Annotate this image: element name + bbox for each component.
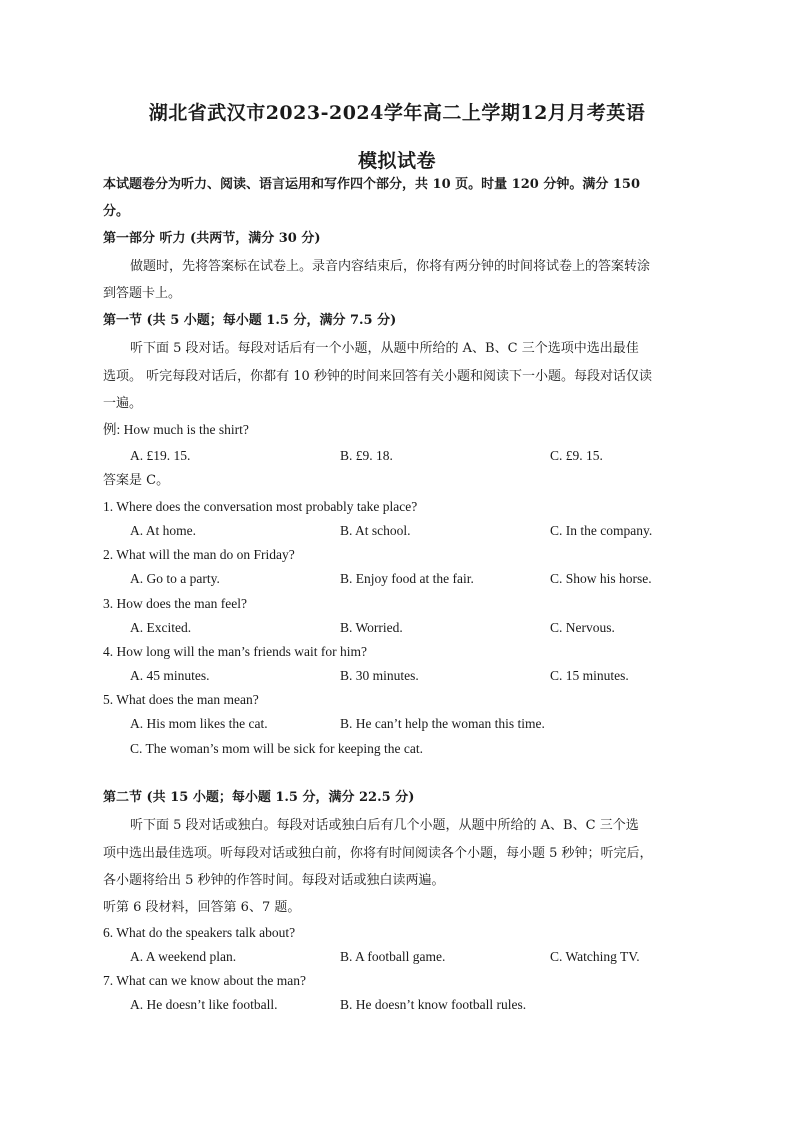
question-2-option-c: C. Show his horse. [550,571,652,586]
example-option-a: A. £19. 15. [130,448,191,463]
example-answer: 答案是 C。 [103,473,170,488]
section2-instruction-3: 各小题将给出 5 秒钟的作答时间。每段对话或独白读两遍。 [103,873,445,888]
question-7-option-b: B. He doesn’t know football rules. [340,997,527,1012]
question-6-option-c: C. Watching TV. [550,949,640,964]
question-1-option-c: C. In the company. [550,523,653,538]
question-7-option-a: A. He doesn’t like football. [130,997,278,1012]
material-6-note: 听第 6 段材料，回答第 6、7 题。 [103,900,301,915]
page-title: 湖北省武汉市2023-2024学年高二上学期12月月考英语 [148,102,646,124]
section1-instruction-3: 一遍。 [103,396,143,411]
question-1: 1. Where does the conversation most probably take place? [103,499,418,514]
part1-instruction-2: 到答题卡上。 [103,286,182,301]
intro-line-2: 分。 [103,204,130,219]
question-1-option-a: A. At home. [130,523,196,538]
section1-instruction-1: 听下面 5 段对话。每段对话后有一个小题，从题中所给的 A、B、C 三个选项中选出最佳 [130,341,639,356]
example-option-b: B. £9. 18. [340,448,393,463]
question-3: 3. How does the man feel? [103,596,247,611]
question-5: 5. What does the man mean? [103,692,259,707]
question-4: 4. How long will the man’s friends wait for him? [103,644,367,659]
question-3-option-c: C. Nervous. [550,620,615,635]
example-option-c: C. £9. 15. [550,448,603,463]
page-subtitle: 模拟试卷 [357,150,436,172]
example-question: 例: How much is the shirt? [103,422,249,437]
question-5-option-b: B. He can’t help the woman this time. [340,716,545,731]
section1-heading: 第一节 (共 5 小题；每小题 1.5 分，满分 7.5 分) [103,313,397,328]
question-2-option-a: A. Go to a party. [130,571,220,586]
question-3-option-a: A. Excited. [130,620,192,635]
question-1-option-b: B. At school. [340,523,411,538]
section2-instruction-2: 项中选出最佳选项。听每段对话或独白前，你将有时间阅读各个小题，每小题 5 秒钟；听完后， [103,846,653,861]
section1-instruction-2: 选项。 听完每段对话后，你都有 10 秒钟的时间来回答有关小题和阅读下一小题。每段对话仅读 [103,369,652,384]
part1-heading: 第一部分 听力 (共两节，满分 30 分) [103,231,321,246]
question-5-option-c: C. The woman’s mom will be sick for keeping the cat. [130,741,423,756]
question-2-option-b: B. Enjoy food at the fair. [340,571,474,586]
part1-instruction-1: 做题时，先将答案标在试卷上。录音内容结束后，你将有两分钟的时间将试卷上的答案转涂 [130,259,651,274]
intro-line-1: 本试题卷分为听力、阅读、语言运用和写作四个部分，共 10 页。时量 120 分钟。满分 150 [103,177,640,192]
question-5-option-a: A. His mom likes the cat. [130,716,268,731]
question-2: 2. What will the man do on Friday? [103,547,295,562]
question-7: 7. What can we know about the man? [103,973,306,988]
question-4-option-c: C. 15 minutes. [550,668,629,683]
question-4-option-b: B. 30 minutes. [340,668,419,683]
question-6: 6. What do the speakers talk about? [103,925,296,940]
question-6-option-a: A. A weekend plan. [130,949,237,964]
section2-heading: 第二节 (共 15 小题；每小题 1.5 分，满分 22.5 分) [103,790,415,805]
question-3-option-b: B. Worried. [340,620,403,635]
question-6-option-b: B. A football game. [340,949,446,964]
question-4-option-a: A. 45 minutes. [130,668,210,683]
section2-instruction-1: 听下面 5 段对话或独白。每段对话或独白后有几个小题，从题中所给的 A、B、C 三个选 [130,818,639,833]
